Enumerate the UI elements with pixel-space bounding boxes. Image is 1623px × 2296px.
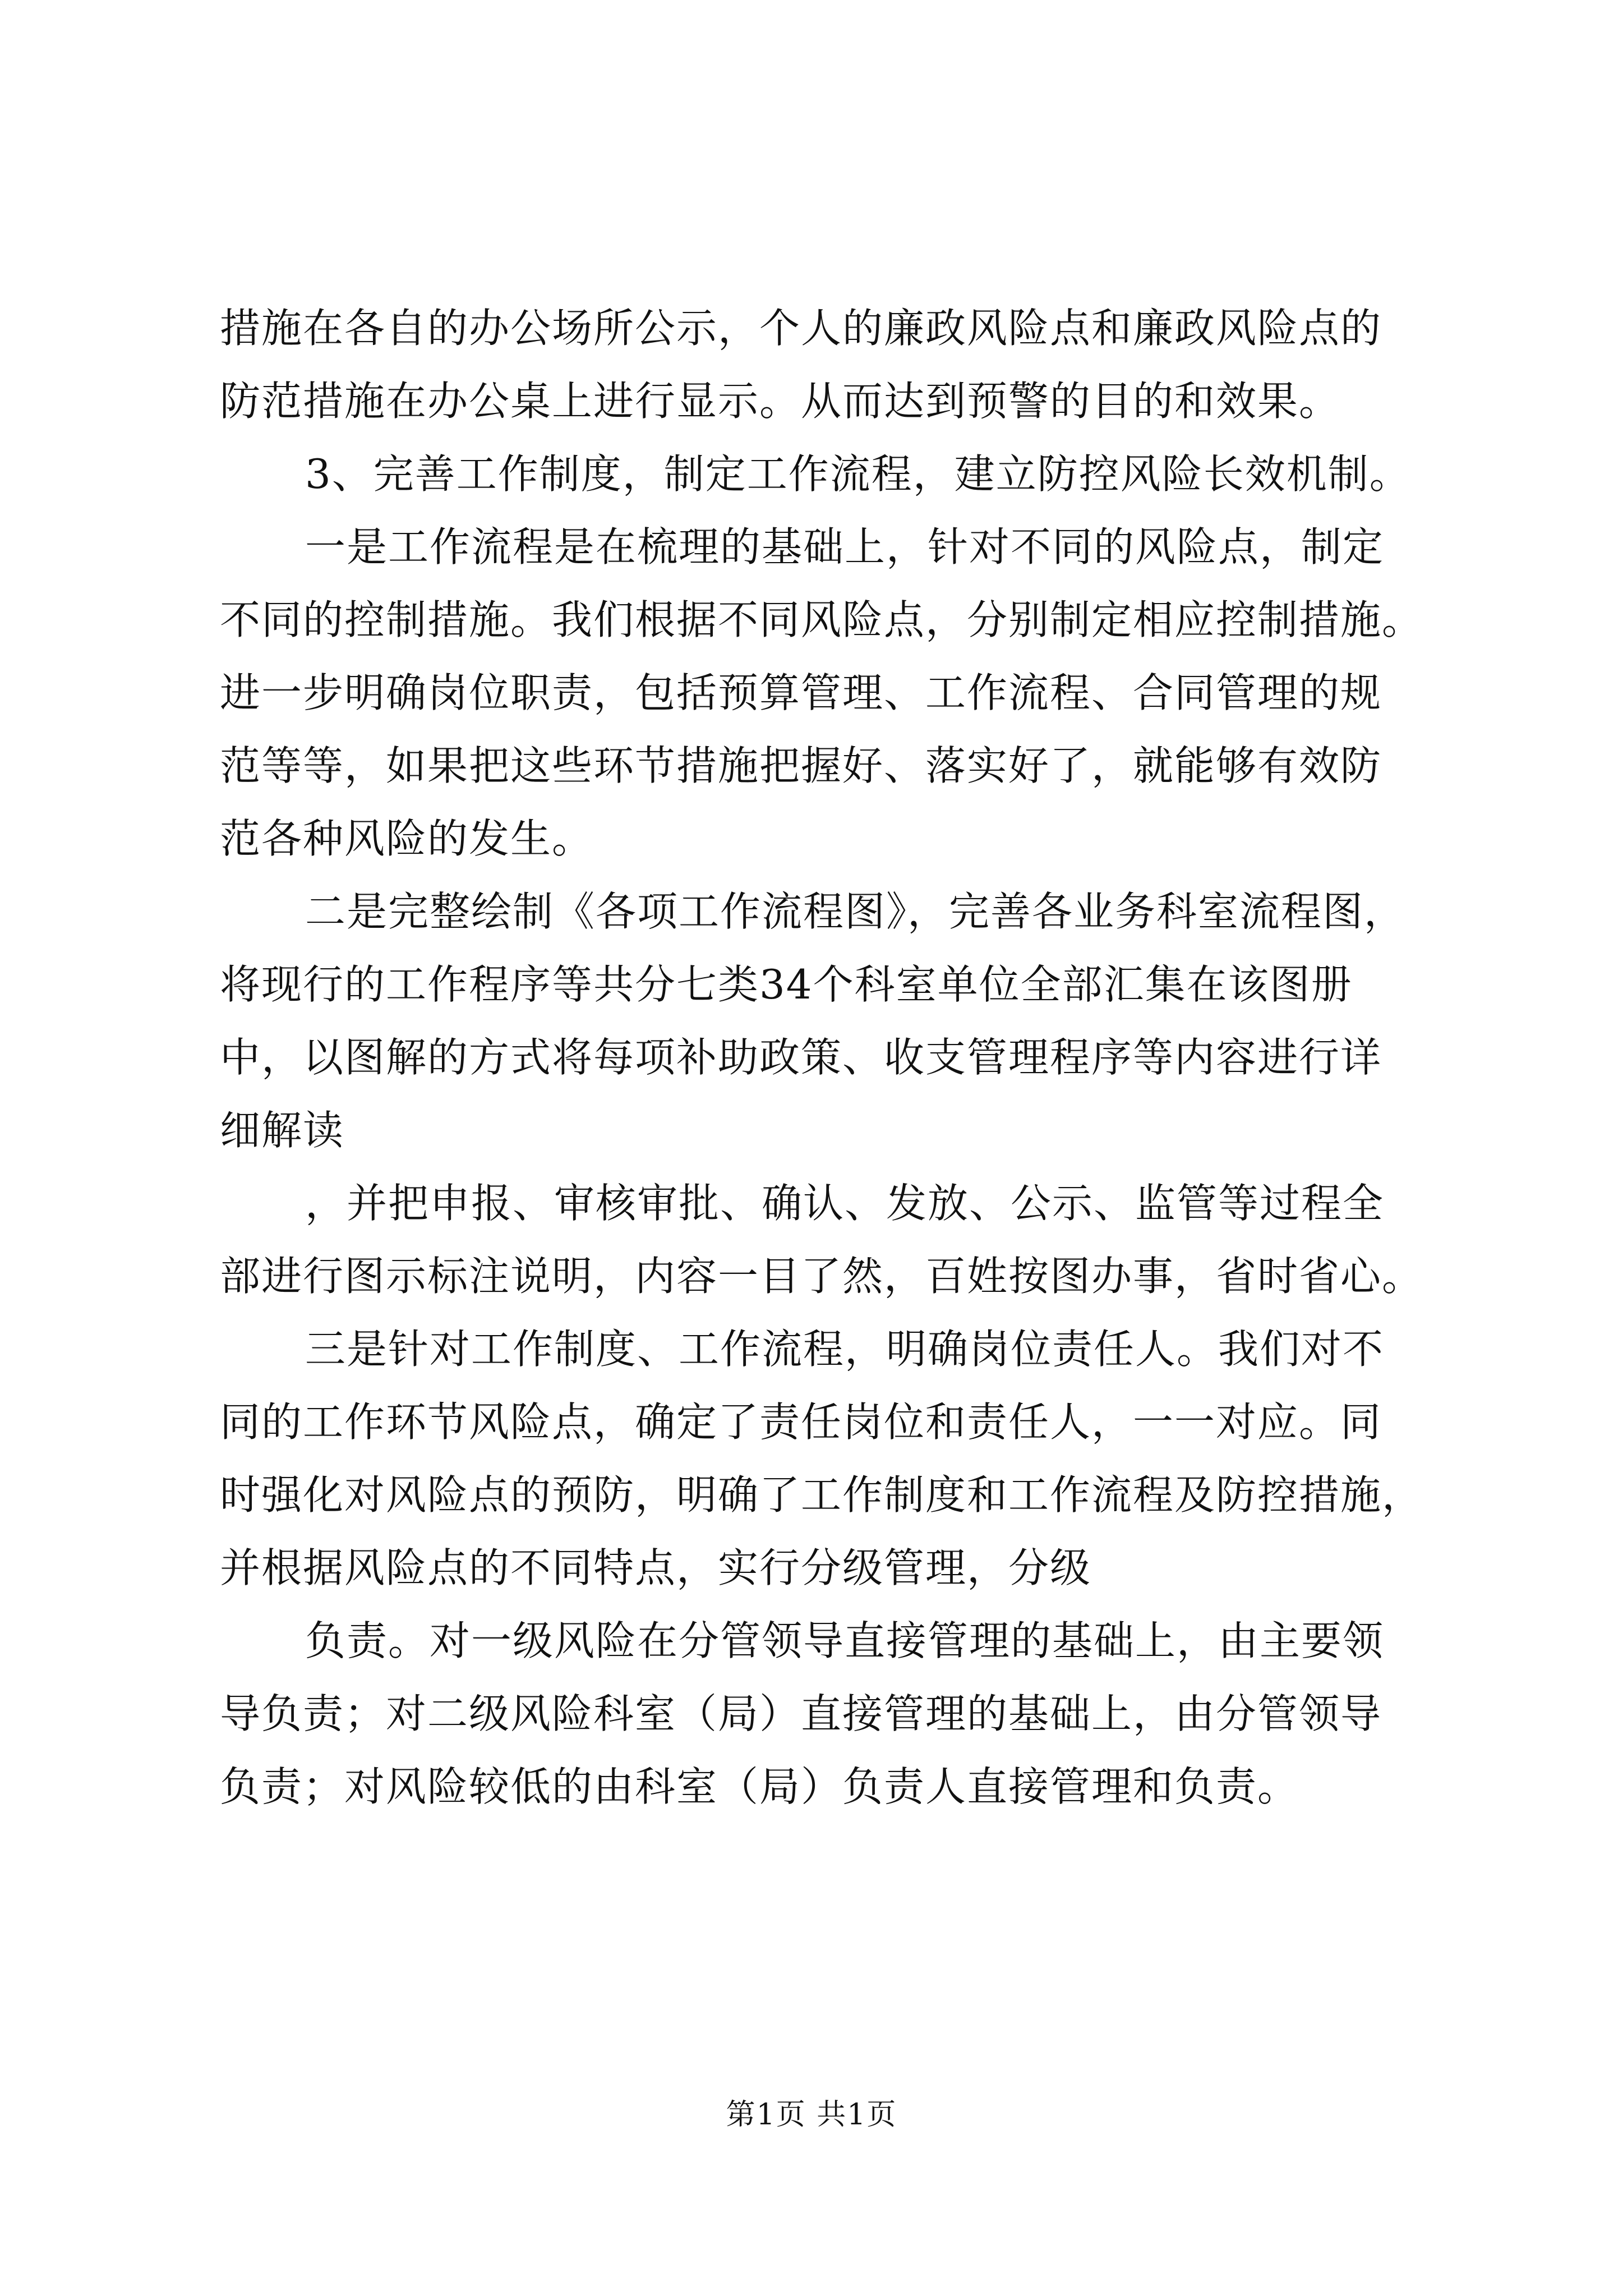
text-line: 范各种风险的发生。 [220, 815, 594, 862]
text-line: 负责。对一级风险在分管领导直接管理的基础上，由主要领 [305, 1617, 1385, 1664]
text-line: 细解读 [220, 1107, 345, 1154]
text-line: 范等等，如果把这些环节措施把握好、落实好了，就能够有效防 [220, 742, 1382, 789]
text-line: 不同的控制措施。我们根据不同风险点，分别制定相应控制措施。 [220, 596, 1424, 643]
section-heading: 3、完善工作制度，制定工作流程，建立防控风险长效机制。 [305, 450, 1411, 498]
text-line: 并根据风险点的不同特点，实行分级管理，分级 [220, 1544, 1092, 1591]
text-line: 部进行图示标注说明，内容一目了然，百姓按图办事，省时省心。 [220, 1253, 1424, 1300]
text-line: 中，以图解的方式将每项补助政策、收支管理程序等内容进行详 [220, 1034, 1382, 1081]
text-line: 导负责；对二级风险科室（局）直接管理的基础上，由分管领导 [220, 1690, 1382, 1737]
text-line: 措施在各自的办公场所公示，个人的廉政风险点和廉政风险点的 [220, 305, 1382, 352]
text-line: 进一步明确岗位职责，包括预算管理、工作流程、合同管理的规 [220, 669, 1382, 716]
text-line: 负责；对风险较低的由科室（局）负责人直接管理和负责。 [220, 1763, 1299, 1810]
page-number-footer: 第1页 共1页 [726, 2098, 897, 2132]
text-line: 时强化对风险点的预防，明确了工作制度和工作流程及防控措施， [220, 1471, 1424, 1519]
document-body [220, 292, 1424, 1823]
text-line: 二是完整绘制《各项工作流程图》，完善各业务科室流程图， [305, 888, 1406, 935]
text-line: 将现行的工作程序等共分七类34个科室单位全部汇集在该图册 [220, 961, 1353, 1008]
text-line: 三是针对工作制度、工作流程，明确岗位责任人。我们对不 [305, 1326, 1385, 1373]
text-line: 同的工作环节风险点，确定了责任岗位和责任人，一一对应。同 [220, 1398, 1382, 1446]
text-line: ，并把申报、审核审批、确认、发放、公示、监管等过程全 [305, 1180, 1385, 1227]
text-line: 一是工作流程是在梳理的基础上，针对不同的风险点，制定 [305, 523, 1385, 570]
text-line: 防范措施在办公桌上进行显示。从而达到预警的目的和效果。 [220, 378, 1341, 425]
